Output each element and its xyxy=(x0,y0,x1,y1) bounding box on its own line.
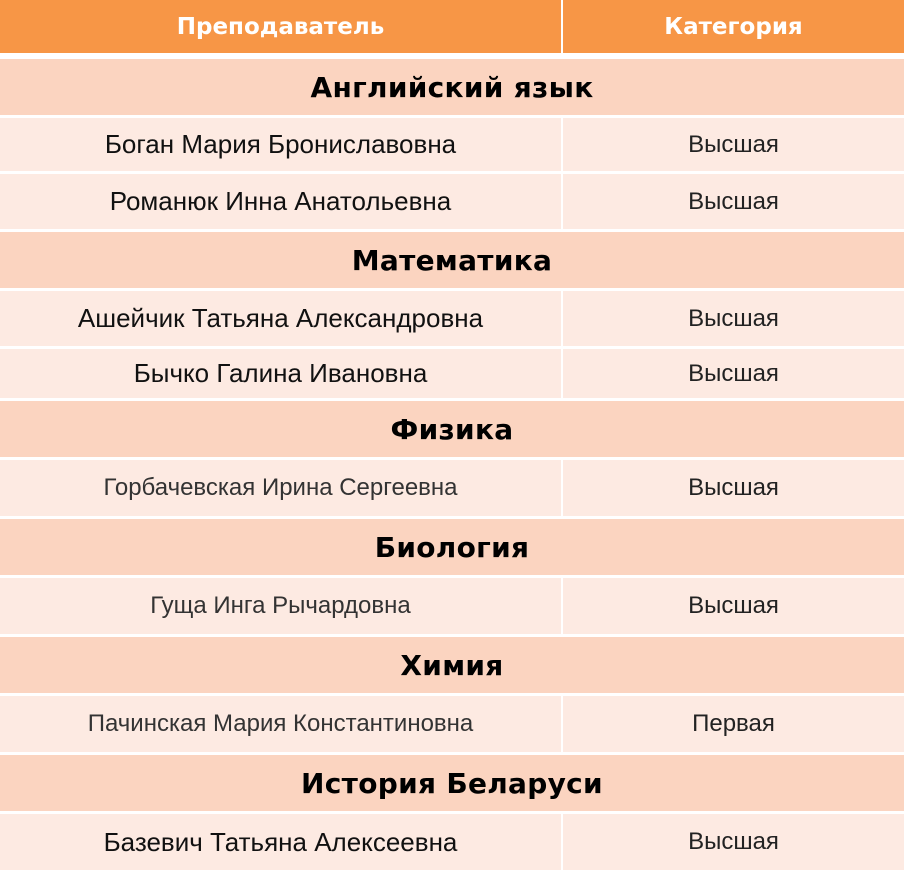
table-row xyxy=(0,288,904,346)
table-row xyxy=(0,171,904,229)
table-row xyxy=(0,346,904,398)
teacher-category: Высшая xyxy=(688,592,779,619)
subject-row: Физика xyxy=(0,398,904,457)
teacher-category: Высшая xyxy=(688,828,779,855)
table-row xyxy=(0,575,904,634)
teacher-category: Высшая xyxy=(688,130,779,158)
subject-row: Биология xyxy=(0,516,904,575)
header-category: Категория xyxy=(664,13,803,40)
table-row xyxy=(0,693,904,752)
teacher-name: Боган Мария Брониславовна xyxy=(104,129,457,159)
subject-row: Английский язык xyxy=(0,56,904,115)
header-teacher: Преподаватель xyxy=(176,13,385,40)
table-header xyxy=(0,0,904,56)
table-row xyxy=(0,457,904,516)
teacher-category: Высшая xyxy=(688,474,779,501)
teacher-name: Гуща Инга Рычардовна xyxy=(150,592,411,619)
table-row xyxy=(0,811,904,870)
teacher-name: Горбачевская Ирина Сергеевна xyxy=(103,474,458,501)
subject-row: Химия xyxy=(0,634,904,693)
teacher-category: Высшая xyxy=(688,359,779,387)
teacher-category: Высшая xyxy=(688,187,779,215)
teacher-name: Романюк Инна Анатольевна xyxy=(109,186,452,216)
teacher-name: Базевич Татьяна Алексеевна xyxy=(103,826,458,857)
teacher-category: Первая xyxy=(692,710,775,737)
teacher-name: Бычко Галина Ивановна xyxy=(133,358,428,388)
teacher-name: Пачинская Мария Константиновна xyxy=(87,710,474,737)
subject-row: История Беларуси xyxy=(0,752,904,811)
subject-row: Математика xyxy=(0,229,904,288)
teacher-name: Ашейчик Татьяна Александровна xyxy=(77,303,484,333)
table-row xyxy=(0,115,904,171)
teacher-category: Высшая xyxy=(688,304,779,332)
